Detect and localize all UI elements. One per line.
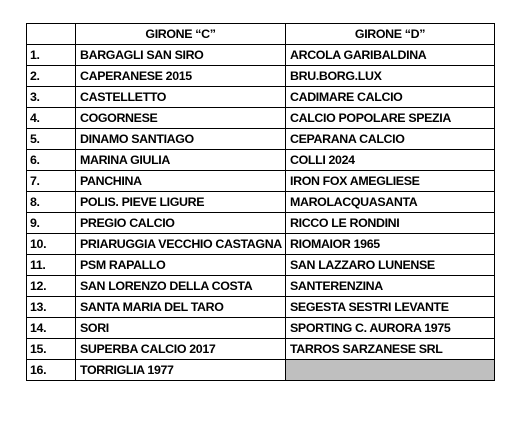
team-girone-c: CAPERANESE 2015 bbox=[76, 66, 286, 87]
team-girone-c: PSM RAPALLO bbox=[76, 255, 286, 276]
row-number: 1. bbox=[27, 45, 76, 66]
team-girone-d: SPORTING C. AURORA 1975 bbox=[286, 318, 495, 339]
team-girone-d: RIOMAIOR 1965 bbox=[286, 234, 495, 255]
team-girone-d: ARCOLA GARIBALDINA bbox=[286, 45, 495, 66]
team-girone-c: SAN LORENZO DELLA COSTA bbox=[76, 276, 286, 297]
table-row bbox=[27, 150, 495, 171]
table-row bbox=[27, 360, 495, 381]
team-girone-d: COLLI 2024 bbox=[286, 150, 495, 171]
team-girone-d: CALCIO POPOLARE SPEZIA bbox=[286, 108, 495, 129]
table-row bbox=[27, 45, 495, 66]
header-girone-c: GIRONE “C” bbox=[76, 24, 286, 45]
row-number: 13. bbox=[27, 297, 76, 318]
row-number: 5. bbox=[27, 129, 76, 150]
team-girone-c: PRIARUGGIA VECCHIO CASTAGNA bbox=[76, 234, 286, 255]
table-row bbox=[27, 339, 495, 360]
row-number: 10. bbox=[27, 234, 76, 255]
table-row bbox=[27, 276, 495, 297]
table-row bbox=[27, 318, 495, 339]
team-girone-d: BRU.BORG.LUX bbox=[286, 66, 495, 87]
row-number: 6. bbox=[27, 150, 76, 171]
header-girone-d: GIRONE “D” bbox=[286, 24, 495, 45]
team-girone-d: MAROLACQUASANTA bbox=[286, 192, 495, 213]
table-row bbox=[27, 108, 495, 129]
team-girone-d: CADIMARE CALCIO bbox=[286, 87, 495, 108]
table-row bbox=[27, 129, 495, 150]
row-number: 8. bbox=[27, 192, 76, 213]
team-girone-c: PREGIO CALCIO bbox=[76, 213, 286, 234]
row-number: 2. bbox=[27, 66, 76, 87]
team-girone-c: MARINA GIULIA bbox=[76, 150, 286, 171]
team-girone-c: SUPERBA CALCIO 2017 bbox=[76, 339, 286, 360]
team-girone-c: SANTA MARIA DEL TARO bbox=[76, 297, 286, 318]
team-girone-d: RICCO LE RONDINI bbox=[286, 213, 495, 234]
table-row bbox=[27, 297, 495, 318]
table-row bbox=[27, 213, 495, 234]
row-number: 11. bbox=[27, 255, 76, 276]
girone-document bbox=[26, 23, 494, 381]
team-girone-d: TARROS SARZANESE SRL bbox=[286, 339, 495, 360]
row-number: 15. bbox=[27, 339, 76, 360]
row-number: 7. bbox=[27, 171, 76, 192]
row-number: 9. bbox=[27, 213, 76, 234]
table-row bbox=[27, 255, 495, 276]
header-number bbox=[27, 24, 76, 45]
row-number: 3. bbox=[27, 87, 76, 108]
empty-cell bbox=[286, 360, 495, 381]
team-girone-d: SANTERENZINA bbox=[286, 276, 495, 297]
header-row bbox=[27, 24, 495, 45]
team-girone-c: PANCHINA bbox=[76, 171, 286, 192]
row-number: 4. bbox=[27, 108, 76, 129]
table-row bbox=[27, 87, 495, 108]
team-girone-c: POLIS. PIEVE LIGURE bbox=[76, 192, 286, 213]
team-girone-c: SORI bbox=[76, 318, 286, 339]
table-row bbox=[27, 234, 495, 255]
team-girone-c: TORRIGLIA 1977 bbox=[76, 360, 286, 381]
table-body bbox=[27, 45, 495, 381]
table-row bbox=[27, 171, 495, 192]
table-row bbox=[27, 66, 495, 87]
team-girone-c: BARGAGLI SAN SIRO bbox=[76, 45, 286, 66]
team-girone-d: IRON FOX AMEGLIESE bbox=[286, 171, 495, 192]
girone-table bbox=[26, 23, 495, 381]
team-girone-c: CASTELLETTO bbox=[76, 87, 286, 108]
table-row bbox=[27, 192, 495, 213]
team-girone-c: DINAMO SANTIAGO bbox=[76, 129, 286, 150]
team-girone-c: COGORNESE bbox=[76, 108, 286, 129]
team-girone-d: CEPARANA CALCIO bbox=[286, 129, 495, 150]
row-number: 14. bbox=[27, 318, 76, 339]
team-girone-d: SAN LAZZARO LUNENSE bbox=[286, 255, 495, 276]
row-number: 16. bbox=[27, 360, 76, 381]
row-number: 12. bbox=[27, 276, 76, 297]
team-girone-d: SEGESTA SESTRI LEVANTE bbox=[286, 297, 495, 318]
